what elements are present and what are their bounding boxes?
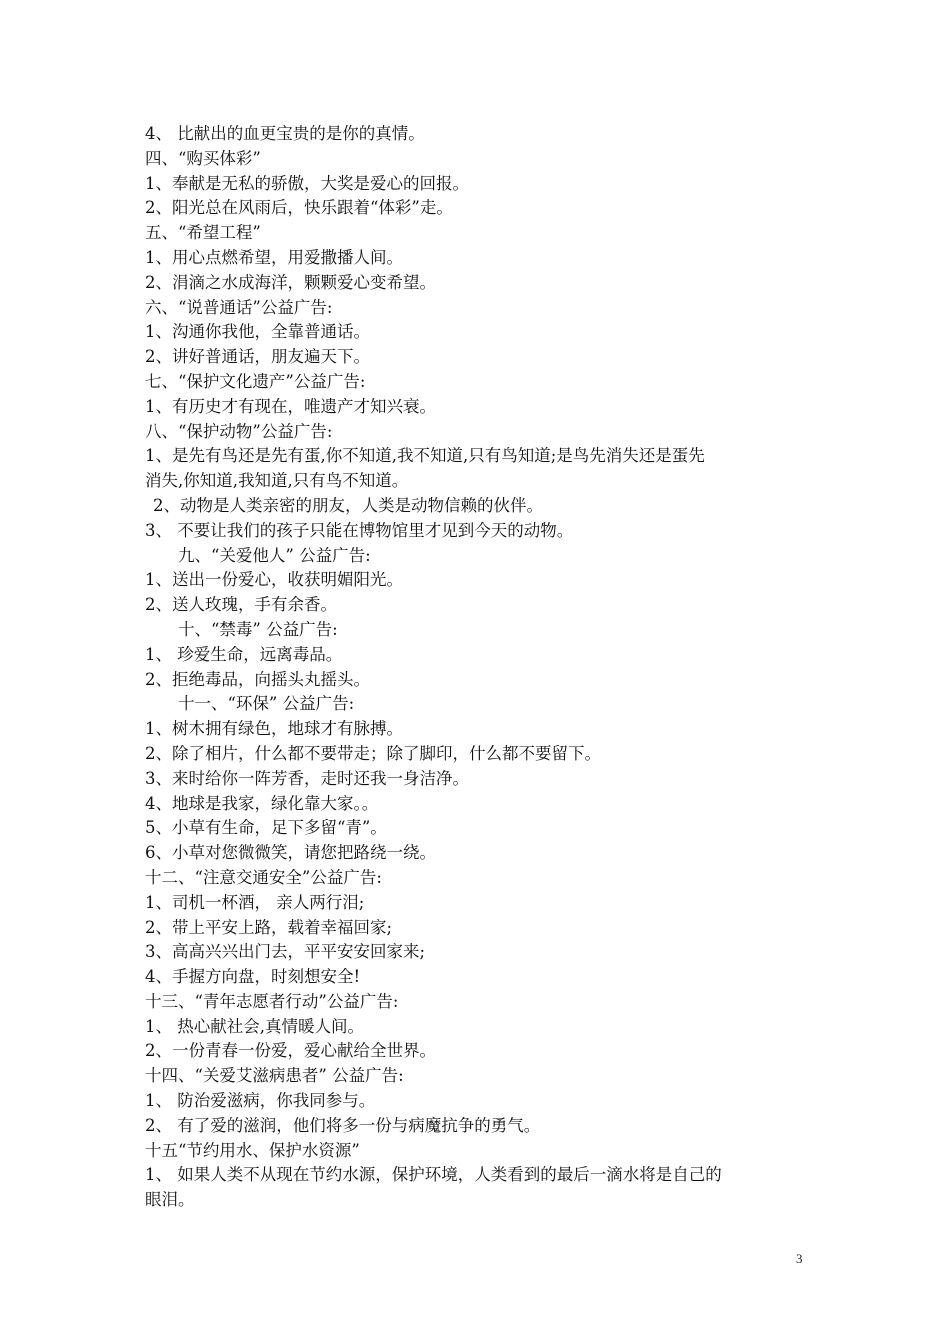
- text-line: 2、动物是人类亲密的朋友，人类是动物信赖的伙伴。: [153, 495, 543, 515]
- text-line: 五、“希望工程”: [145, 223, 261, 243]
- text-line: 5、小草有生命，足下多留“青”。: [145, 818, 387, 838]
- text-line: 6、小草对您微微笑，请您把路绕一绕。: [145, 843, 436, 863]
- text-line: 十四、“关爱艾滋病患者” 公益广告:: [145, 1066, 404, 1086]
- text-line: 十一、“环保” 公益广告:: [178, 694, 355, 714]
- text-line: 八、“保护动物”公益广告:: [145, 421, 333, 441]
- text-line: 2、一份青春一份爱，爱心献给全世界。: [145, 1041, 436, 1061]
- text-line: 消失,你知道,我知道,只有鸟不知道。: [145, 471, 409, 491]
- text-line: 十五“节约用水、保护水资源”: [145, 1140, 360, 1160]
- text-line: 2、带上平安上路，载着幸福回家;: [145, 917, 393, 937]
- text-line: 4、 比献出的血更宝贵的是你的真情。: [145, 124, 425, 143]
- text-line: 1、 如果人类不从现在节约水源，保护环境，人类看到的最后一滴水将是自己的: [145, 1165, 722, 1185]
- text-line: 4、手握方向盘，时刻想安全!: [145, 967, 361, 987]
- text-line: 2、除了相片，什么都不要带走；除了脚印，什么都不要留下。: [145, 743, 601, 763]
- text-line: 1、用心点燃希望，用爱撒播人间。: [145, 247, 403, 267]
- text-line: 3、 不要让我们的孩子只能在博物馆里才见到今天的动物。: [145, 520, 574, 540]
- text-line: 4、地球是我家，绿化靠大家。。: [145, 793, 379, 813]
- text-line: 2、阳光总在风雨后，快乐跟着“体彩”走。: [145, 198, 453, 218]
- text-line: 1、有历史才有现在，唯遗产才知兴衰。: [145, 396, 436, 416]
- text-line: 2、送人玫瑰，手有余香。: [145, 595, 337, 615]
- text-line: 3、高高兴兴出门去，平平安安回家来;: [145, 942, 426, 962]
- text-line: 1、沟通你我他，全靠普通话。: [145, 322, 370, 342]
- text-line: 1、是先有鸟还是先有蛋,你不知道,我不知道,只有鸟知道;是鸟先消失还是蛋先: [145, 446, 705, 466]
- text-line: 1、 防治爱滋病，你我同参与。: [145, 1091, 376, 1111]
- text-line: 1、树木拥有绿色，地球才有脉搏。: [145, 719, 403, 739]
- document-body: [145, 122, 815, 1213]
- text-line: 2、 有了爱的滋润，他们将多一份与病魔抗争的勇气。: [145, 1115, 541, 1135]
- text-line: 2、涓滴之水成海洋，颗颗爱心变希望。: [145, 272, 436, 292]
- text-line: 九、“关爱他人” 公益广告:: [178, 545, 371, 565]
- text-line: 七、“保护文化遗产”公益广告:: [145, 371, 366, 391]
- page-number: 3: [796, 1251, 803, 1266]
- text-line: 1、奉献是无私的骄傲，大奖是爱心的回报。: [145, 173, 469, 193]
- text-line: 1、司机一杯酒， 亲人两行泪;: [145, 892, 365, 912]
- text-line: 十、“禁毒” 公益广告:: [178, 619, 338, 639]
- text-line: 2、拒绝毒品，向摇头丸摇头。: [145, 669, 370, 689]
- text-line: 十三、“青年志愿者行动”公益广告:: [145, 991, 399, 1011]
- text-line: 十二、“注意交通安全”公益广告:: [145, 867, 382, 887]
- text-line: 1、 珍爱生命，远离毒品。: [145, 644, 343, 664]
- text-line: 眼泪。: [145, 1190, 195, 1210]
- text-line: 3、来时给你一阵芳香，走时还我一身洁净。: [145, 768, 469, 788]
- text-line: 四、“购买体彩”: [145, 148, 261, 168]
- text-line: 1、送出一份爱心，收获明媚阳光。: [145, 570, 403, 590]
- text-line: 六、“说普通话”公益广告:: [145, 297, 333, 317]
- text-line: 2、讲好普通话，朋友遍天下。: [145, 347, 370, 367]
- text-line: 1、 热心献社会,真情暖人间。: [145, 1016, 364, 1036]
